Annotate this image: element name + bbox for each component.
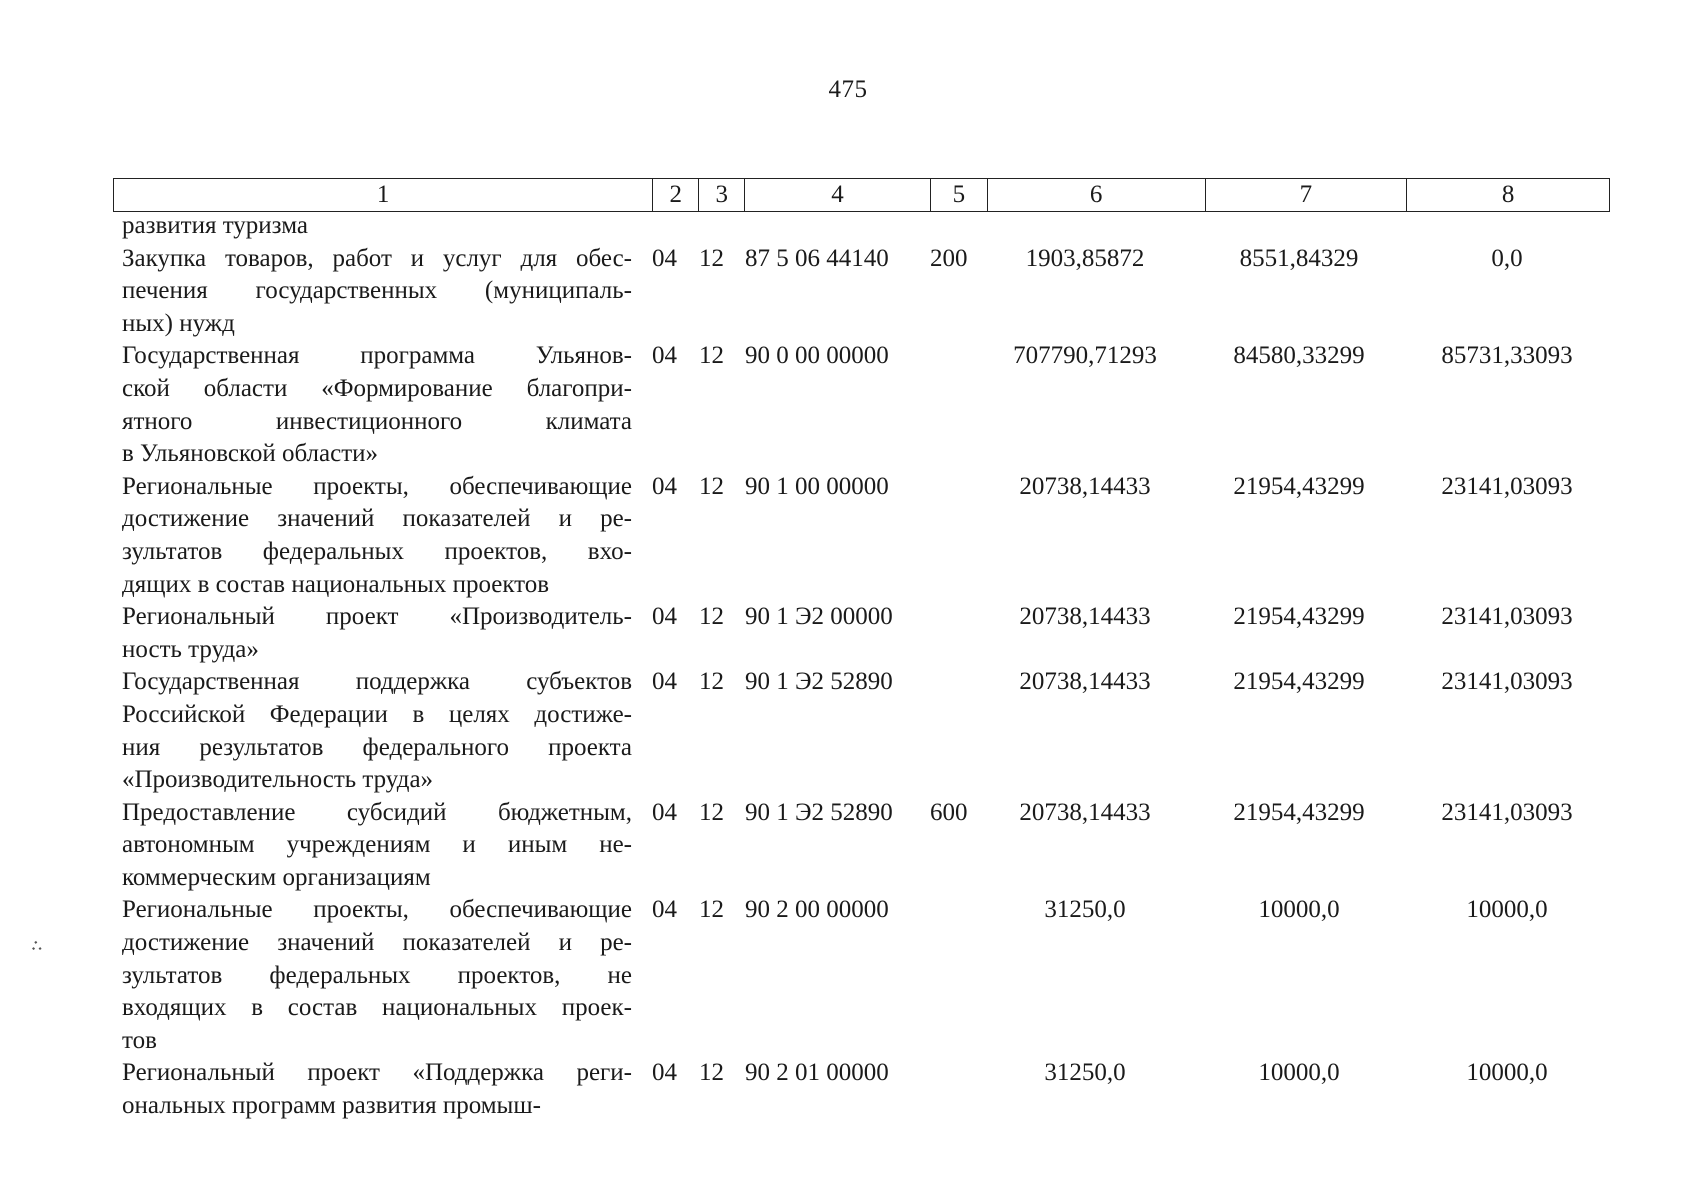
row-col-7: 8551,84329 (1239, 244, 1359, 272)
description-line: ния результатов федерального проекта (122, 733, 632, 761)
row-col-2: 04 (652, 603, 677, 631)
row-col-5: 200 (930, 244, 968, 272)
row-col-3: 12 (699, 896, 724, 924)
table-row (0, 666, 1696, 796)
row-col-6: 20738,14433 (1019, 798, 1151, 826)
row-col-8: 23141,03093 (1441, 668, 1573, 696)
table-header (113, 178, 1610, 212)
table-row (0, 601, 1696, 666)
description-line: ональных программ развития промыш- (122, 1092, 541, 1120)
row-col-4: 90 2 00 00000 (745, 896, 889, 924)
description-line: Государственная поддержка субъектов (122, 668, 632, 696)
description-line: в Ульяновской области» (122, 440, 379, 468)
description-line: автономным учреждениям и иным не- (122, 831, 632, 859)
row-col-2: 04 (652, 1059, 677, 1087)
table-row (0, 797, 1696, 895)
description-line: достижение значений показателей и ре- (122, 929, 632, 957)
row-description (122, 601, 632, 666)
row-col-8: 85731,33093 (1441, 342, 1573, 370)
row-description (122, 1057, 632, 1122)
row-col-4: 90 2 01 00000 (745, 1059, 889, 1087)
row-col-8: 10000,0 (1466, 1059, 1548, 1087)
row-col-2: 04 (652, 798, 677, 826)
row-col-2: 04 (652, 668, 677, 696)
description-line: Региональный проект «Производитель- (122, 603, 632, 631)
row-col-2: 04 (652, 342, 677, 370)
row-col-3: 12 (699, 603, 724, 631)
row-col-6: 707790,71293 (1013, 342, 1157, 370)
row-col-6: 20738,14433 (1019, 668, 1151, 696)
row-col-6: 31250,0 (1044, 896, 1126, 924)
row-col-8: 23141,03093 (1441, 472, 1573, 500)
row-description (122, 243, 632, 341)
description-line: ность труда» (122, 635, 259, 663)
row-description (122, 666, 632, 796)
table-row (0, 210, 1696, 243)
row-col-8: 23141,03093 (1441, 798, 1573, 826)
header-col-8: 8 (1501, 181, 1515, 208)
description-line: Региональные проекты, обеспечивающие (122, 896, 632, 924)
row-col-6: 31250,0 (1044, 1059, 1126, 1087)
row-col-7: 10000,0 (1258, 1059, 1340, 1087)
row-col-2: 04 (652, 244, 677, 272)
header-col-5: 5 (931, 179, 988, 211)
row-col-7: 21954,43299 (1233, 603, 1365, 631)
description-line: ятного инвестиционного климата (122, 407, 632, 435)
row-description (122, 210, 632, 243)
row-col-4: 87 5 06 44140 (745, 244, 889, 272)
row-col-4: 90 1 Э2 52890 (745, 668, 893, 696)
row-col-3: 12 (699, 1059, 724, 1087)
row-description (122, 797, 632, 895)
row-col-3: 12 (699, 342, 724, 370)
description-line: входящих в состав национальных проек- (122, 994, 632, 1022)
description-line: Региональный проект «Поддержка реги- (122, 1059, 632, 1087)
row-col-2: 04 (652, 896, 677, 924)
description-line: Государственная программа Ульянов- (122, 342, 632, 370)
description-line: достижение значений показателей и ре- (122, 505, 632, 533)
row-col-2: 04 (652, 472, 677, 500)
row-col-6: 20738,14433 (1019, 603, 1151, 631)
table-body (0, 210, 1696, 1123)
table-row (0, 1057, 1696, 1122)
description-line: зультатов федеральных проектов, вхо- (122, 537, 632, 565)
description-line: печения государственных (муниципаль- (122, 277, 632, 305)
row-description (122, 340, 632, 470)
table-row (0, 471, 1696, 601)
row-col-4: 90 1 Э2 52890 (745, 798, 893, 826)
row-col-5: 600 (930, 798, 968, 826)
description-line: Региональные проекты, обеспечивающие (122, 472, 632, 500)
header-col-7: 7 (1206, 179, 1408, 211)
description-line: Предоставление субсидий бюджетным, (122, 798, 632, 826)
row-col-8: 23141,03093 (1441, 603, 1573, 631)
header-col-3: 3 (699, 179, 745, 211)
row-col-4: 90 1 Э2 00000 (745, 603, 893, 631)
header-col-4: 4 (745, 179, 931, 211)
row-description (122, 471, 632, 601)
description-line: зультатов федеральных проектов, не (122, 961, 632, 989)
row-col-8: 10000,0 (1466, 896, 1548, 924)
page-number: 475 (828, 76, 868, 103)
row-col-7: 21954,43299 (1233, 472, 1365, 500)
header-col-2: 2 (653, 179, 699, 211)
description-line: ской области «Формирование благопри- (122, 374, 632, 402)
row-col-8: 0,0 (1491, 244, 1523, 272)
row-col-7: 21954,43299 (1233, 798, 1365, 826)
row-col-7: 10000,0 (1258, 896, 1340, 924)
table-row (0, 894, 1696, 1057)
description-line: дящих в состав национальных проектов (122, 570, 550, 598)
description-line: ных) нужд (122, 309, 235, 337)
row-col-3: 12 (699, 668, 724, 696)
description-line: «Производительность труда» (122, 766, 434, 794)
row-col-3: 12 (699, 244, 724, 272)
row-col-6: 20738,14433 (1019, 472, 1151, 500)
row-description (122, 894, 632, 1057)
header-col-6: 6 (988, 179, 1206, 211)
row-col-6: 1903,85872 (1025, 244, 1145, 272)
row-col-7: 21954,43299 (1233, 668, 1365, 696)
table-row (0, 340, 1696, 470)
description-line: Закупка товаров, работ и услуг для обес- (122, 244, 632, 272)
row-col-7: 84580,33299 (1233, 342, 1365, 370)
description-line: тов (122, 1026, 157, 1054)
row-col-4: 90 0 00 00000 (745, 342, 889, 370)
handwritten-mark: ⁖ (23, 933, 49, 962)
header-col-1: 1 (114, 179, 653, 211)
description-line: коммерческим организациям (122, 863, 431, 891)
row-col-3: 12 (699, 472, 724, 500)
table-row (0, 243, 1696, 341)
description-line: Российской Федерации в целях достиже- (122, 700, 632, 728)
description-line: развития туризма (122, 212, 308, 239)
row-col-3: 12 (699, 798, 724, 826)
row-col-4: 90 1 00 00000 (745, 472, 889, 500)
